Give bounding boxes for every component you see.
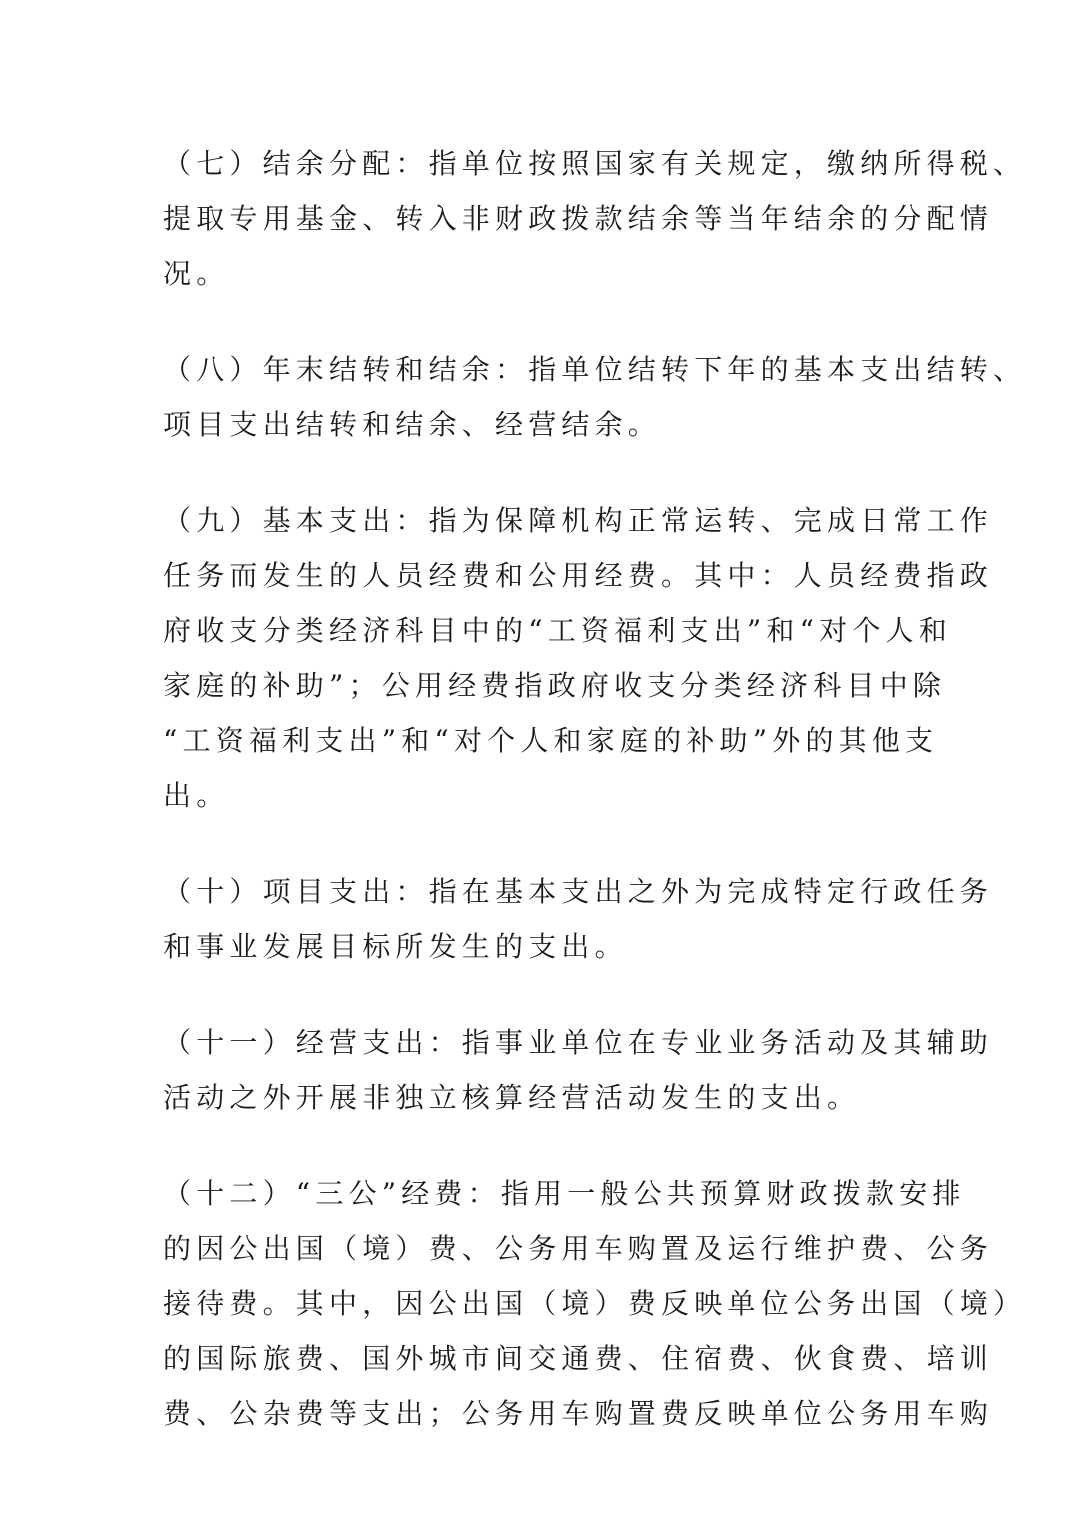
paragraph-three-public-expenses (163, 1166, 1027, 1441)
text-line: （十）项目支出：指在基本支出之外为完成特定行政任务 (163, 875, 994, 908)
text-line: 府收支分类经济科目中的“工资福利支出”和“对个人和 (163, 614, 952, 647)
text-line: （十二）“三公”经费：指用一般公共预算财政拨款安排 (163, 1177, 966, 1210)
text-line: 的国际旅费、国外城市间交通费、住宿费、伙食费、培训 (163, 1342, 994, 1375)
text-line: （十一）经营支出：指事业单位在专业业务活动及其辅助 (163, 1026, 994, 1059)
text-line: 出。 (163, 779, 230, 812)
paragraph-year-end-carryover (163, 342, 1027, 452)
paragraph-basic-expenditure (163, 493, 994, 823)
text-line: 任务而发生的人员经费和公用经费。其中：人员经费指政 (163, 559, 994, 592)
text-line: 提取专用基金、转入非财政拨款结余等当年结余的分配情 (163, 202, 994, 235)
text-line: 费、公杂费等支出；公务用车购置费反映单位公务用车购 (163, 1397, 994, 1430)
document-page (163, 136, 1027, 1482)
text-line: 家庭的补助”；公用经费指政府收支分类经济科目中除 (163, 669, 947, 702)
text-line: 和事业发展目标所发生的支出。 (163, 930, 628, 963)
paragraph-project-expenditure (163, 864, 994, 974)
text-line: 接待费。其中，因公出国（境）费反映单位公务出国（境） (163, 1287, 1027, 1320)
text-line: 况。 (163, 257, 230, 290)
text-line: “工资福利支出”和“对个人和家庭的补助”外的其他支 (163, 724, 939, 757)
text-line: （八）年末结转和结余：指单位结转下年的基本支出结转、 (163, 353, 1027, 386)
text-line: （九）基本支出：指为保障机构正常运转、完成日常工作 (163, 504, 994, 537)
text-line: （七）结余分配：指单位按照国家有关规定，缴纳所得税、 (163, 147, 1027, 180)
text-line: 活动之外开展非独立核算经营活动发生的支出。 (163, 1081, 861, 1114)
text-line: 项目支出结转和结余、经营结余。 (163, 408, 662, 441)
paragraph-surplus-distribution (163, 136, 1027, 301)
paragraph-operating-expenditure (163, 1015, 994, 1125)
text-line: 的因公出国（境）费、公务用车购置及运行维护费、公务 (163, 1232, 994, 1265)
